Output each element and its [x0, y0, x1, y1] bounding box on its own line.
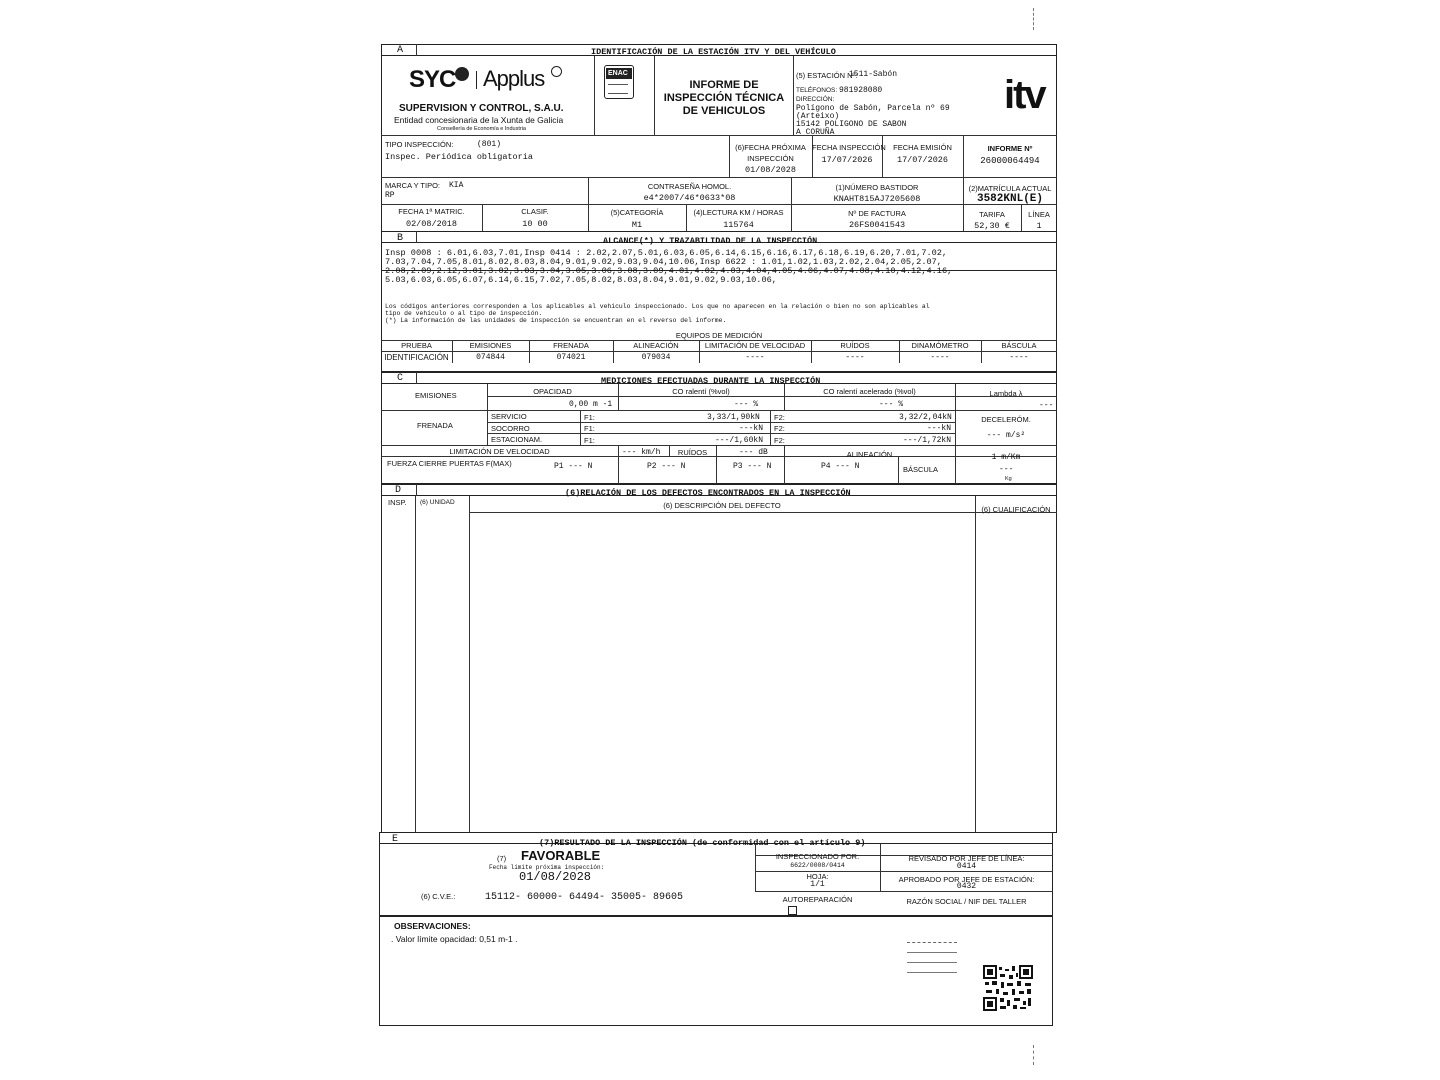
company-name: SUPERVISION Y CONTROL, S.A.U.: [399, 103, 564, 114]
decelerom-value: --- m/s²: [986, 431, 1026, 440]
section-title: ALCANCE(*) Y TRAZABILIDAD DE LA INSPECCIÓN: [603, 236, 818, 246]
hoja-value: 1/1: [810, 880, 825, 889]
report-title-1: INFORME DE: [689, 79, 759, 91]
section-title: (7)RESULTADO DE LA INSPECCIÓN (de conformidad con el artículo 9): [539, 838, 866, 848]
applus-plus-icon: [551, 66, 562, 77]
address-line: A CORUÑA: [796, 128, 835, 137]
tipo-value: Inspec. Periódica obligatoria: [385, 152, 533, 162]
equipos-value-cell: 079034: [641, 353, 671, 362]
report-title-3: DE VEHICULOS: [682, 105, 766, 117]
address-line: 15142 POLIGONO DE SABON: [796, 120, 907, 129]
estac-f2: ---/1,72kN: [903, 436, 952, 445]
report-title-2: INSPECCIÓN TÉCNICA: [663, 92, 785, 104]
scope-line: 5.03,6.03,6.05,6.07,6.14,6.15,7.02,7.05,8.02,8.03,8.04,9.01,9.02,9.03,10.06,: [385, 275, 777, 285]
socorro-f1: ---kN: [739, 424, 764, 433]
co-acel-value: --- %: [879, 400, 904, 409]
section-letter: E: [392, 834, 399, 845]
company-sub2: Consellería de Economía e Industria: [437, 126, 526, 132]
inspeccionado-value: 6622/0008/0414: [790, 862, 845, 869]
alineacion-value: 1 m/Km: [991, 453, 1021, 462]
scan-mark: [1033, 1045, 1034, 1065]
equipos-header-cell: LIMITACIÓN DE VELOCIDAD: [704, 341, 806, 350]
revisado-value: 0414: [956, 862, 977, 871]
limitacion-value: --- km/h: [622, 448, 661, 457]
estac-f1: ---/1,60kN: [715, 436, 764, 445]
contrasena-value: e4*2007/46*0633*08: [643, 193, 736, 203]
scope-line: Insp 0008 : 6.01,6.03,7.01,Insp 0414 : 2.02,2.07,5.01,6.03,6.05,6.14,6.15,6.16,6.17,6.18,6.19,6.20,7.01,7.02,: [385, 248, 948, 258]
scope-note: Los códigos anteriores corresponden a los aplicables al vehículo inspeccionado. Los que no aparecen en la relación o bien no son aplicables al: [385, 303, 930, 310]
scan-mark: [1033, 8, 1034, 30]
bascula-value: ---: [999, 465, 1014, 474]
qr-code-icon: [983, 965, 1033, 1011]
informe-number: 26000064494: [980, 156, 1040, 166]
tarifa-value: 52,30 €: [974, 221, 1010, 231]
marca-value-2: RP: [385, 191, 395, 200]
equipos-header-cell: RUÍDOS: [840, 341, 870, 350]
servicio-f2: 3,32/2,04kN: [899, 413, 952, 422]
tipo-code: (801): [477, 140, 502, 149]
factura-value: 26FS0041543: [848, 220, 906, 230]
servicio-f1: 3,33/1,90kN: [707, 413, 760, 422]
section-letter: B: [397, 233, 404, 244]
equipos-header-cell: FRENADA: [553, 341, 589, 350]
equipos-header-cell: DINAMÓMETRO: [911, 341, 969, 350]
fecha-limite: 01/08/2028: [519, 870, 592, 884]
scan-stamp: [907, 942, 957, 946]
marca-value: KIA: [449, 181, 464, 190]
equipos-header-cell: BÁSCULA: [1001, 341, 1037, 350]
equipos-header-cell: ALINEACIÓN: [633, 341, 679, 350]
clasif-value: 10 00: [522, 219, 548, 229]
syc-logo: SYC: [409, 66, 456, 93]
p2-value: P2 --- N: [647, 462, 686, 471]
scope-line: 7.03,7.04,7.05,8.01,8.02,8.03,8.04,9.01,9.02,9.03,9.04,10.06,Insp 6622 : 1.01,1.02,1.03,2.02,2.04,2.05,2.07,: [385, 257, 942, 267]
co-ralenti-value: --- %: [734, 400, 759, 409]
fecha-emision: 17/07/2026: [896, 155, 948, 165]
company-sub: Entidad concesionaria de la Xunta de Galicia: [394, 115, 564, 125]
enac-logo: ENAC: [604, 65, 634, 99]
equipos-title: EQUIPOS DE MEDICIÓN: [675, 331, 763, 340]
fecha-inspeccion: 17/07/2026: [821, 155, 873, 165]
fecha-matric: 02/08/2018: [405, 219, 457, 229]
section-d: [381, 484, 1057, 833]
section-letter: C: [397, 373, 404, 384]
observaciones-box: [379, 915, 1053, 1026]
lectura-value: 115764: [723, 220, 754, 230]
observaciones-text: . Valor límite opacidad: 0,51 m-1 .: [391, 934, 518, 944]
result-value: FAVORABLE: [521, 848, 601, 863]
linea-value: 1: [1036, 221, 1042, 231]
equipos-value-cell: ----: [745, 353, 765, 362]
equipos-value-cell: IDENTIFICACIÓN: [384, 353, 449, 362]
equipos-value-cell: 074021: [556, 353, 586, 362]
section-title: IDENTIFICACIÓN DE LA ESTACIÓN ITV Y DEL VEHÍCULO: [591, 47, 836, 57]
itv-badge-icon: [455, 67, 469, 81]
cve-value: 15112- 60000- 64494- 35005- 89605: [485, 892, 684, 903]
address-line: (Arteixo): [796, 112, 840, 121]
bastidor-value: KNAHT815AJ7205608: [833, 194, 921, 204]
equipos-header-cell: EMISIONES: [469, 341, 512, 350]
lambda-value: ---: [1039, 401, 1054, 410]
section-letter: A: [397, 45, 404, 56]
equipos-value-cell: ----: [930, 353, 950, 362]
p3-value: P3 --- N: [733, 462, 772, 471]
observaciones-label: OBSERVACIONES:: [394, 921, 471, 931]
section-letter: D: [395, 485, 402, 496]
equipos-value-cell: 074844: [476, 353, 505, 362]
scope-note: tipo de vehículo o al tipo de inspección.: [385, 310, 543, 317]
fecha-proxima: 01/08/2028: [744, 165, 796, 175]
inspection-report: A IDENTIFICACIÓN DE LA ESTACIÓN ITV Y DEL VEHÍCULO SYC Applus SUPERVISION Y CONTROL, S.A.U. Entidad concesionaria de la Xunta de Galicia Consellería de Economía e Industria ENAC INFORME DE INSPECCIÓN TÉCNICA DE VEHICULOS (5) ESTACIÓN Nº: 1511-Sabón TELÉFONOS: 981928080 DIRECCIÓN: Polígono de Sabón, Parcela nº 69 (Arteixo) 15142 POLIGONO DE SABON A CORUÑA itv TIPO INSPECCIÓN: (801) Inspec. Periódica obligatoria (6)FECHA PRÓXIMA INSPECCIÓN 01/08/2028 FECHA INSPECCIÓN 17/07/2026 FECHA EMISIÓN 17/07/2026 INFORME Nº 26000064494 MARCA Y TIPO: KIA RP CONTRASEÑA HOMOL. e4*2007/46*0633*08 (1)NÚMERO BASTIDOR KNAHT815AJ7205608 (2)MATRÍCULA ACTUAL 3582KNL(E) FECHA 1ª MATRIC. 02/08/2018 CLASIF. 10 00 (5)CATEGORÍA M1 (4)LECTURA KM / HORAS 115764 Nº DE FACTURA 26FS0041543 TARIFA 52,30 € LÍNEA 1 B ALCANCE(*) Y TRAZABILIDAD DE LA INSPECCIÓN Insp 0008 : 6.01,6.03,7.01,Insp 0414 : 2.02,2.07,5.01,6.03,6.05,6.14,6.15,6.16,6.17,6.18,6.19,6.20,7.01,7.02, 7.03,7.04,7.05,8.01,8.02,8.03,8.04,9.01,9.02,9.03,9.04,10.06,Insp 6622 : 1.01,1.02,1.03,2.02,2.04,2.05,2.07, 2.08,2.09,2.12,3.01,3.02,3.03,3.04,3.05,3.06,3.08,3.09,4.01,4.02,4.03,4.04,4.05,4.06,4.07,4.08,4.10,4.12,4.16, 5.03,6.03,6.05,6.07,6.14,6.15,7.02,7.05,8.02,8.03,8.04,9.01,9.02,9.03,10.06, Los códigos anteriores corresponden a los aplicables al vehículo inspeccionado. Los que no aparecen en la relación o bien no son aplicables al tipo de vehículo o al tipo de inspección. (*) La información de las unidades de inspección se encuentran en el reverso del informe. EQUIPOS DE MEDICIÓN PRUEBA EMISIONES FRENADA ALINEACIÓN LIMITACIÓN DE VELOCIDAD RUÍDOS DINAMÓMETRO BÁSCULA IDENTIFICACIÓN 074844 074021 079034 ---- ---- ---- ---- C MEDICIONES EFECTUADAS DURANTE LA INSPECCIÓN EMISIONES OPACIDAD 0,00 m -1 CO ralentí (%vol) --- % CO ralentí acelerado (%vol) --- % Lambda λ --- FRENADA SERVICIO SOCORRO ESTACIONAM. F1: F1: F1: 3,33/1,90kN ---kN ---/1,60kN F2: F2: F2: 3,32/2,04kN ---kN ---/1,72kN DECELERÓM. --- m/s² LIMITACIÓN DE VELOCIDAD --- km/h RUÍDOS --- dB ALINEACIÓN 1 m/Km FUERZA CIERRE PUERTAS F(MAX) P1 --- N P2 --- N P3 --- N P4 --- N BÁSCULA --- Kg D (6)RELACIÓN DE LOS DEFECTOS ENCONTRADOS EN LA INSPECCIÓN INSP. (6) UNIDAD (6) DESCRIPCIÓN DEL DEFECTO (6) CUALIFICACIÓN E (7)RESULTADO DE LA INSPECCIÓN (de conformidad con el artículo 9) (7) FAVORABLE Fecha límite próxima inspección: 01/08/2028 (6) C.V.E.: 15112- 60000- 64494- 35005- 89605 INSPECCIONADO POR: 6622/0008/0414 REVISADO POR JEFE DE LÍNEA: 0414 HOJA: 1/1 APROBADO POR JEFE DE ESTACIÓN: 0432 AUTOREPARACIÓN RAZÓN SOCIAL / NIF DEL TALLER OBSERVACIONES: . Valor límite opacidad: 0,51 m-1 .: [379, 40, 1057, 1030]
ruidos-value: --- dB: [739, 448, 768, 457]
scope-note: (*) La información de las unidades de inspección se encuentran en el reverso del informe.: [385, 317, 727, 324]
equipos-header-cell: PRUEBA: [401, 341, 432, 350]
aprobado-value: 0432: [956, 882, 977, 891]
applus-logo: Applus: [483, 66, 545, 91]
station-value: 1511-Sabón: [849, 70, 898, 79]
section-title: (6)RELACIÓN DE LOS DEFECTOS ENCONTRADOS EN LA INSPECCIÓN: [565, 488, 851, 498]
scope-line: 2.08,2.09,2.12,3.01,3.02,3.03,3.04,3.05,3.06,3.08,3.09,4.01,4.02,4.03,4.04,4.05,4.06,4.07,4.08,4.10,4.12,4.16,: [385, 266, 953, 276]
equipos-value-cell: ----: [845, 353, 865, 362]
categoria-value: M1: [631, 220, 643, 230]
section-title: MEDICIONES EFECTUADAS DURANTE LA INSPECCIÓN: [601, 376, 821, 386]
matricula-value: 3582KNL(E): [976, 193, 1043, 205]
p4-value: P4 --- N: [821, 462, 860, 471]
equipos-value-cell: ----: [1009, 353, 1029, 362]
phones-value: 981928080: [839, 86, 883, 95]
autoreparacion-checkbox: [788, 906, 797, 915]
address-line: Polígono de Sabón, Parcela nº 69: [796, 104, 950, 113]
p1-value: P1 --- N: [554, 462, 593, 471]
opacidad-value: 0,00 m -1: [569, 400, 613, 409]
itv-logo: itv: [1004, 73, 1045, 117]
socorro-f2: ---kN: [927, 424, 952, 433]
